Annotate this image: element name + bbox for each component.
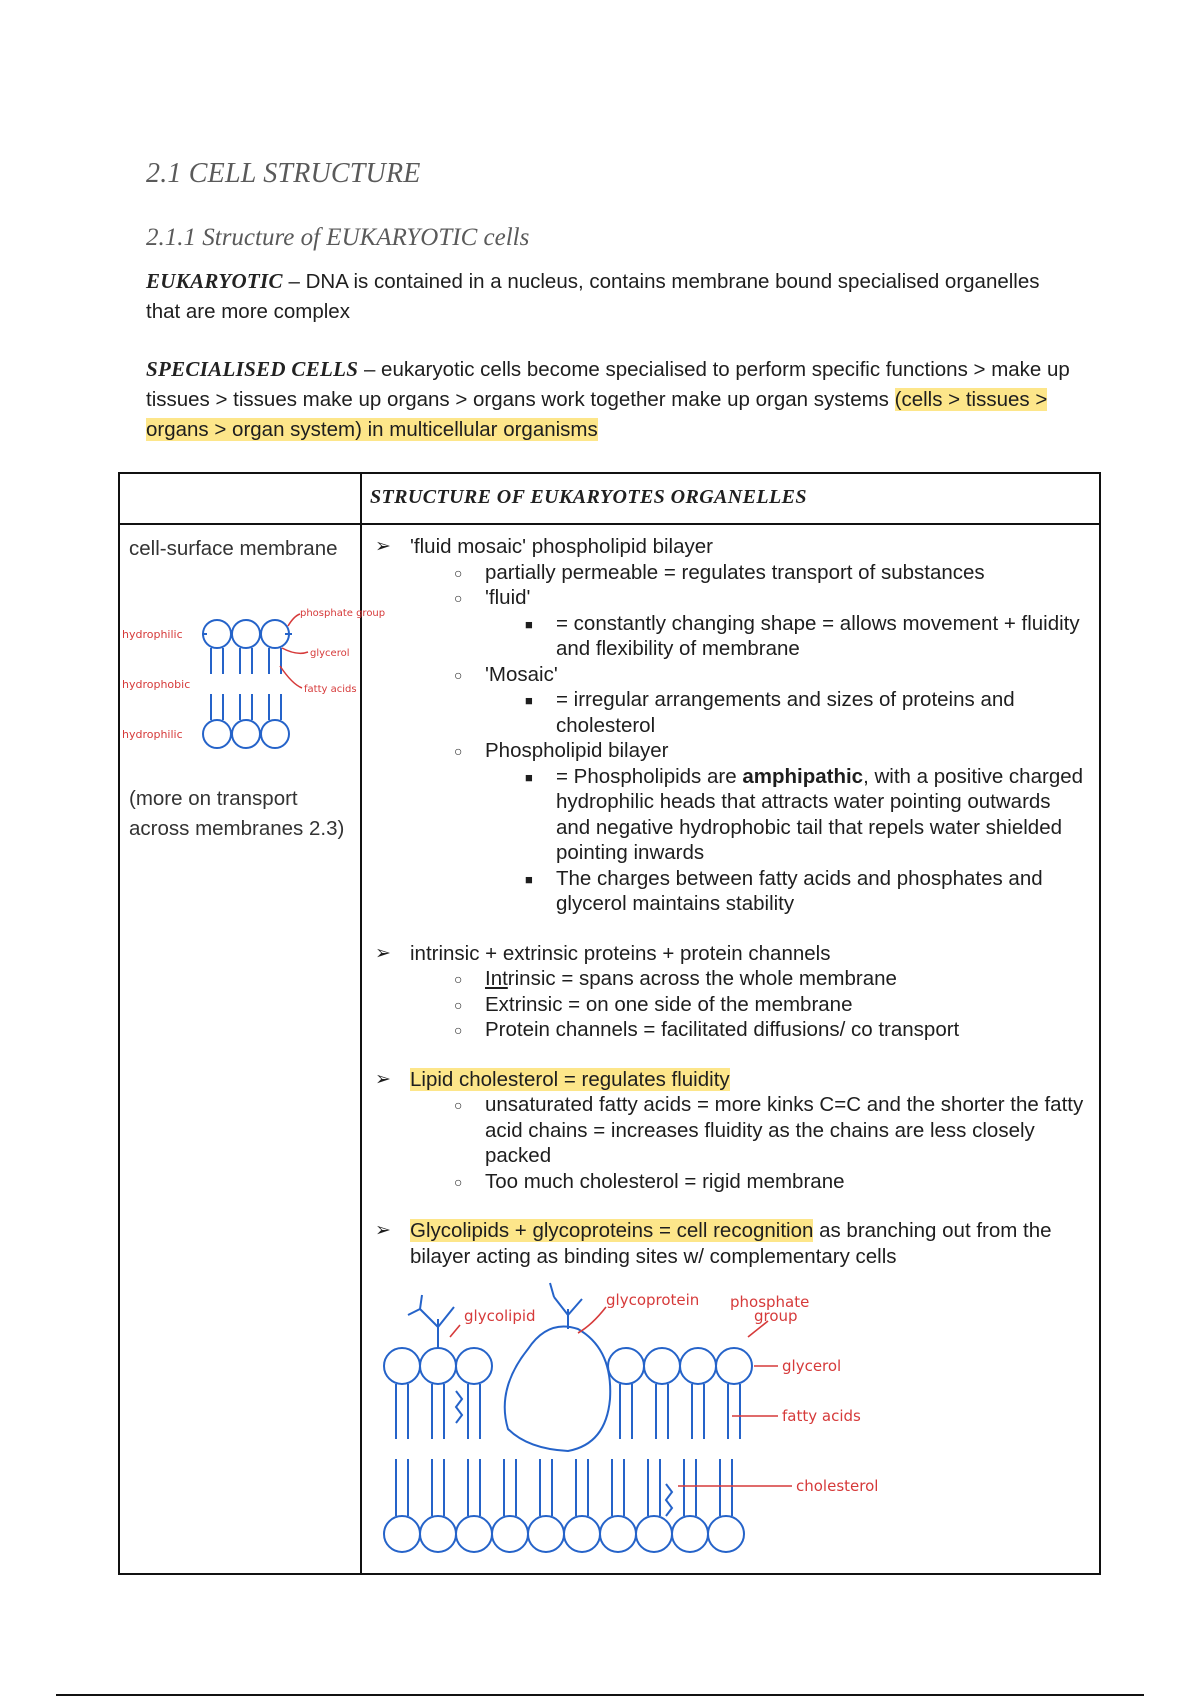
label-glycoprotein: glycoprotein	[606, 1291, 700, 1309]
amphi-pre: = Phospholipids are	[556, 764, 743, 788]
eukaryotic-term: EUKARYOTIC	[146, 269, 283, 293]
table-header-divider	[120, 523, 1099, 525]
section-subheading: 2.1.1 Structure of EUKARYOTIC cells	[146, 224, 530, 251]
label-fatty-acids: fatty acids	[782, 1407, 861, 1425]
amphi-post: , with a positive charged hydrophilic heads that attracts water pointing outwards and negative hydrophobic tail that repels water shielded pointing inwards	[556, 764, 1084, 864]
amphi-bold: amphipathic	[742, 764, 864, 788]
specialised-term: SPECIALISED CELLS	[146, 357, 359, 381]
label-hydrophobic: hydrophobic	[122, 678, 191, 691]
head-circle	[232, 620, 260, 648]
detail-charges: ■ The charges between fatty acids and phosphates and glycerol maintains stability	[375, 866, 1090, 917]
label-cholesterol: cholesterol	[796, 1477, 879, 1495]
sub-intrinsic	[375, 966, 1090, 992]
sub-extrinsic: ○ Extrinsic = on one side of the membrane	[375, 992, 1090, 1018]
bullet-glyco	[375, 1218, 1090, 1269]
label-glycolipid: glycolipid	[464, 1307, 536, 1325]
eukaryotic-definition	[146, 266, 1076, 327]
detail-fluid: ■ = constantly changing shape = allows movement + fluidity and flexibility of membrane	[375, 611, 1090, 662]
label-hydrophilic-bottom: hydrophilic	[122, 728, 183, 741]
glyco-highlight: Glycolipids + glycoproteins = cell recognition	[410, 1219, 814, 1242]
sub-protein-channels: ○ Protein channels = facilitated diffusions/ co transport	[375, 1017, 1090, 1043]
intrinsic-rest: rinsic = spans across the whole membrane	[507, 967, 897, 990]
cholesterol-highlight: Lipid cholesterol = regulates fluidity	[410, 1067, 730, 1091]
label-hydrophilic-top: hydrophilic	[122, 628, 183, 641]
detail-amphipathic	[375, 764, 1090, 866]
specialised-cells-definition	[146, 354, 1076, 445]
head-circle	[261, 620, 289, 648]
head-circle	[232, 720, 260, 748]
footer-rule	[56, 1694, 1144, 1696]
label-glycerol: glycerol	[310, 648, 350, 659]
sub-fluid: ○ 'fluid'	[375, 585, 1090, 611]
row-label: cell-surface membrane	[129, 537, 338, 560]
fluid-mosaic-diagram	[378, 1279, 898, 1569]
label-fatty-acids: fatty acids	[304, 684, 357, 695]
specialised-text: – eukaryotic cells become specialised to perform specific functions > make up tissues > tissues make up organs > organs work together make up organ systems	[146, 358, 1070, 411]
label-group: group	[754, 1307, 798, 1325]
detail-mosaic: ■ = irregular arrangements and sizes of proteins and cholesterol	[375, 687, 1090, 738]
label-phosphate: phosphate	[730, 1293, 810, 1311]
table-header: STRUCTURE OF EUKARYOTES ORGANELLES	[370, 486, 807, 508]
label-phosphate-group: phosphate group	[300, 608, 386, 619]
sub-phospholipid-bilayer: ○ Phospholipid bilayer	[375, 738, 1090, 764]
label-glycerol: glycerol	[782, 1357, 842, 1375]
bullet-fluid-mosaic: ➢ 'fluid mosaic' phospholipid bilayer	[375, 534, 1090, 560]
page-title: 2.1 CELL STRUCTURE	[146, 158, 421, 189]
sub-unsaturated: ○ unsaturated fatty acids = more kinks C=C and the shorter the fatty acid chains = increases fluidity as the chains are less closely packed	[375, 1092, 1090, 1169]
sub-mosaic: ○ 'Mosaic'	[375, 662, 1090, 688]
head-circle	[203, 720, 231, 748]
eukaryotic-text: – DNA is contained in a nucleus, contains membrane bound specialised organelles that are more complex	[146, 270, 1040, 323]
bullet-cholesterol	[375, 1067, 1090, 1093]
head-circle	[203, 620, 231, 648]
head-circle	[261, 720, 289, 748]
transport-note: (more on transport across membranes 2.3)	[129, 787, 345, 840]
glyco-rest: as branching out from the bilayer acting as binding sites w/ complementary cells	[410, 1219, 1052, 1268]
bullet-proteins: ➢ intrinsic + extrinsic proteins + protein channels	[375, 941, 1090, 967]
membrane-notes	[375, 534, 1090, 1269]
organelle-table	[118, 472, 1101, 1575]
table-column-divider	[360, 474, 362, 1573]
hierarchy-highlight: (cells > tissues > organs > organ system) in multicellular organisms	[146, 388, 1048, 441]
sub-too-much-cholesterol: ○ Too much cholesterol = rigid membrane	[375, 1169, 1090, 1195]
sub-partially-permeable: ○ partially permeable = regulates transport of substances	[375, 560, 1090, 586]
small-bilayer-diagram	[122, 604, 386, 764]
intrinsic-underlined: Int	[485, 967, 508, 990]
